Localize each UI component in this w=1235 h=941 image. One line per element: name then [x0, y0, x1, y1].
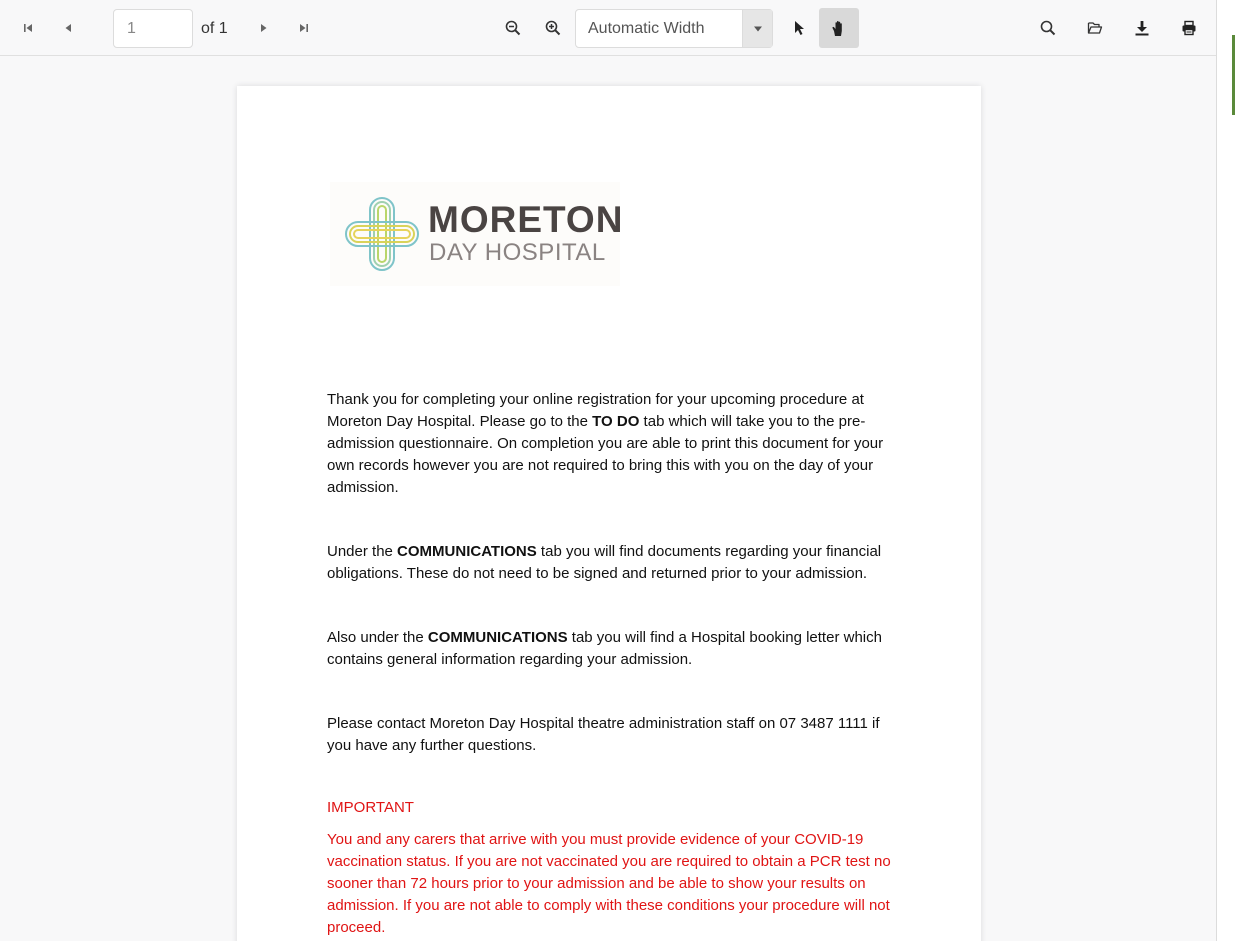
download-button[interactable]	[1122, 8, 1162, 48]
first-page-icon	[22, 22, 34, 34]
zoom-select[interactable]	[575, 9, 773, 48]
print-button[interactable]	[1169, 8, 1209, 48]
paragraph-financial: Under the COMMUNICATIONS tab you will find documents regarding your financial obligations. These do not need to be signed and returned prior to your admission.	[327, 543, 882, 582]
previous-page-icon	[62, 22, 74, 34]
folder-open-icon	[1087, 21, 1103, 35]
zoom-in-icon	[545, 20, 561, 36]
logo-text-day-hospital: DAY HOSPITAL	[429, 239, 606, 266]
moreton-day-hospital-logo	[330, 182, 624, 286]
chevron-down-icon	[742, 10, 772, 47]
cross-logo-icon	[340, 192, 424, 276]
important-covid-notice: You and any carers that arrive with you must provide evidence of your COVID-19 vaccination status. If you are not vaccinated you are required to obtain a PCR test no sooner than 72 hours prior to your admission and be able to show your results on admission. If you are not able to comply with these conditions your procedure will not proceed.	[327, 831, 891, 936]
page-number-input[interactable]: 1	[113, 9, 193, 48]
zoom-out-icon	[505, 20, 521, 36]
paragraph-booking-letter: Also under the COMMUNICATIONS tab you will find a Hospital booking letter which contains general information regarding your admission.	[327, 629, 882, 668]
next-page-button[interactable]	[244, 8, 284, 48]
important-heading: IMPORTANT	[327, 799, 414, 816]
cursor-icon	[792, 20, 806, 36]
todo-tab-label: TO DO	[592, 413, 640, 430]
pdf-page	[237, 86, 981, 941]
select-tool-button[interactable]	[779, 8, 819, 48]
communications-tab-label: COMMUNICATIONS	[397, 543, 537, 560]
last-page-button[interactable]	[284, 8, 324, 48]
zoom-out-button[interactable]	[493, 8, 533, 48]
download-icon	[1134, 20, 1150, 36]
zoom-select-value: Automatic Width	[588, 20, 705, 37]
zoom-in-button[interactable]	[533, 8, 573, 48]
search-icon	[1040, 20, 1056, 36]
last-page-icon	[298, 22, 310, 34]
previous-page-button[interactable]	[48, 8, 88, 48]
page-count-label: of 1	[201, 20, 228, 37]
communications-tab-label: COMMUNICATIONS	[427, 629, 568, 646]
logo-text-moreton: MORETON	[428, 199, 624, 240]
print-icon	[1181, 20, 1197, 36]
next-page-icon	[258, 22, 270, 34]
search-button[interactable]	[1028, 8, 1068, 48]
paragraph-registration: Thank you for completing your online registration for your upcoming procedure at Moreton Day Hospital. Please go to the TO DO tab which will take you to the pre-admission questionnaire. On completion you are able to print this document for your own records however you are not required to bring this with you on the day of your admission.	[327, 391, 884, 496]
open-file-button[interactable]	[1075, 8, 1115, 48]
paragraph-contact: Please contact Moreton Day Hospital theatre administration staff on 07 3487 1111 if you have any further questions.	[327, 715, 880, 754]
first-page-button[interactable]	[8, 8, 48, 48]
hand-icon	[831, 20, 847, 37]
hand-tool-button[interactable]	[819, 8, 859, 48]
viewer-toolbar	[0, 0, 1216, 56]
